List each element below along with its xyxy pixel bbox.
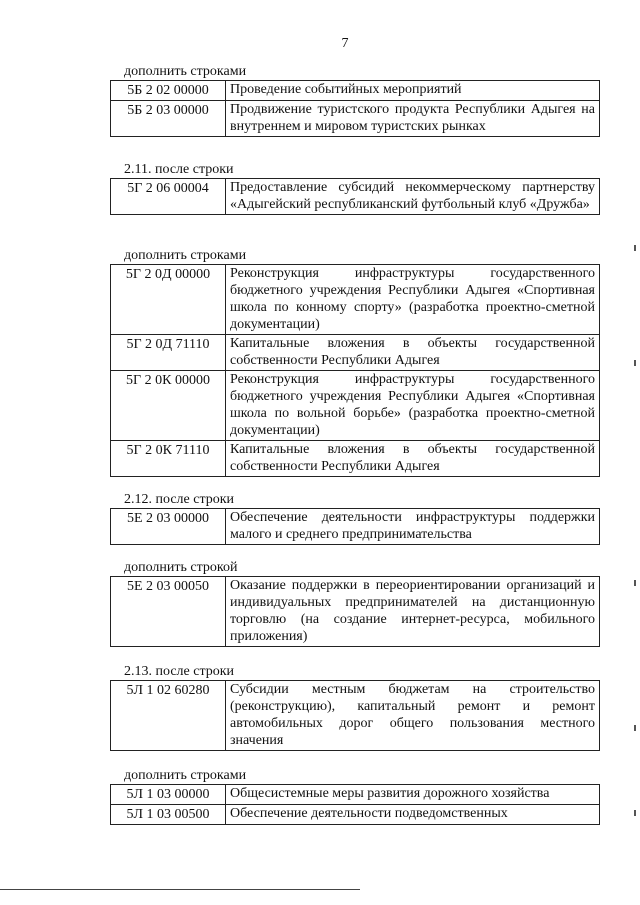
section-4 xyxy=(110,492,600,545)
row-description: Обеспечение деятельности подведомственных xyxy=(226,805,600,825)
code-table xyxy=(110,680,600,751)
section-heading: дополнить строками xyxy=(124,248,247,263)
section-heading: 2.13. после строки xyxy=(124,664,235,679)
code-table xyxy=(110,178,600,215)
row-description: Реконструкция инфраструктуры государственного бюджетного учреждения Республики Адыгея «Спортивная школа по вольной борьбе» (разработка проектно-сметной документации) xyxy=(226,371,600,441)
table-row xyxy=(111,805,600,825)
table-row xyxy=(111,681,600,751)
footer-divider xyxy=(0,889,360,890)
table-row xyxy=(111,335,600,371)
row-code: 5Г 2 06 00004 xyxy=(111,179,226,215)
scan-edge-mark xyxy=(634,580,636,586)
section-heading: дополнить строками xyxy=(124,64,247,79)
row-description: Проведение событийных мероприятий xyxy=(226,81,600,101)
section-5 xyxy=(110,560,600,647)
row-description: Общесистемные меры развития дорожного хозяйства xyxy=(226,785,600,805)
section-7 xyxy=(110,768,600,825)
row-description: Капитальные вложения в объекты государственной собственности Республики Адыгея xyxy=(226,335,600,371)
row-code: 5Б 2 03 00000 xyxy=(111,101,226,137)
row-code: 5Б 2 02 00000 xyxy=(111,81,226,101)
scan-edge-mark xyxy=(634,810,636,816)
code-table xyxy=(110,508,600,545)
code-table xyxy=(110,784,600,825)
section-3 xyxy=(110,248,600,477)
section-6 xyxy=(110,664,600,751)
row-code: 5Л 1 02 60280 xyxy=(111,681,226,751)
table-row xyxy=(111,265,600,335)
row-code: 5Л 1 03 00000 xyxy=(111,785,226,805)
row-code: 5Г 2 0Д 71110 xyxy=(111,335,226,371)
row-description: Обеспечение деятельности инфраструктуры поддержки малого и среднего предпринимательства xyxy=(226,509,600,545)
section-heading: дополнить строками xyxy=(124,768,247,783)
table-row xyxy=(111,101,600,137)
table-row xyxy=(111,509,600,545)
table-row xyxy=(111,577,600,647)
table-row xyxy=(111,785,600,805)
row-code: 5Г 2 0К 00000 xyxy=(111,371,226,441)
section-heading: дополнить строкой xyxy=(124,560,238,575)
row-description: Продвижение туристского продукта Республики Адыгея на внутреннем и мировом туристских рынках xyxy=(226,101,600,137)
code-table xyxy=(110,264,600,477)
code-table xyxy=(110,576,600,647)
row-code: 5Е 2 03 00050 xyxy=(111,577,226,647)
table-row xyxy=(111,371,600,441)
section-heading: 2.12. после строки xyxy=(124,492,235,507)
row-code: 5Г 2 0Д 00000 xyxy=(111,265,226,335)
code-table xyxy=(110,80,600,137)
row-description: Предоставление субсидий некоммерческому партнерству «Адыгейский республиканский футбольный клуб «Дружба» xyxy=(226,179,600,215)
section-1 xyxy=(110,64,600,137)
row-description: Субсидии местным бюджетам на строительство (реконструкцию), капитальный ремонт и ремонт автомобильных дорог общего пользования местного значения xyxy=(226,681,600,751)
row-description: Оказание поддержки в переориентировании организаций и индивидуальных предпринимателей на дистанционную торговлю (на создание интернет-ресурса, мобильного приложения) xyxy=(226,577,600,647)
scan-edge-mark xyxy=(634,725,636,731)
row-code: 5Л 1 03 00500 xyxy=(111,805,226,825)
table-row xyxy=(111,179,600,215)
row-description: Реконструкция инфраструктуры государственного бюджетного учреждения Республики Адыгея «Спортивная школа по конному спорту» (разработка проектно-сметной документации) xyxy=(226,265,600,335)
row-description: Капитальные вложения в объекты государственной собственности Республики Адыгея xyxy=(226,441,600,477)
table-row xyxy=(111,81,600,101)
table-row xyxy=(111,441,600,477)
scan-edge-mark xyxy=(634,360,636,366)
row-code: 5Е 2 03 00000 xyxy=(111,509,226,545)
row-code: 5Г 2 0К 71110 xyxy=(111,441,226,477)
section-heading: 2.11. после строки xyxy=(124,162,234,177)
page-number: 7 xyxy=(341,36,349,51)
section-2 xyxy=(110,162,600,215)
scan-edge-mark xyxy=(634,245,636,251)
